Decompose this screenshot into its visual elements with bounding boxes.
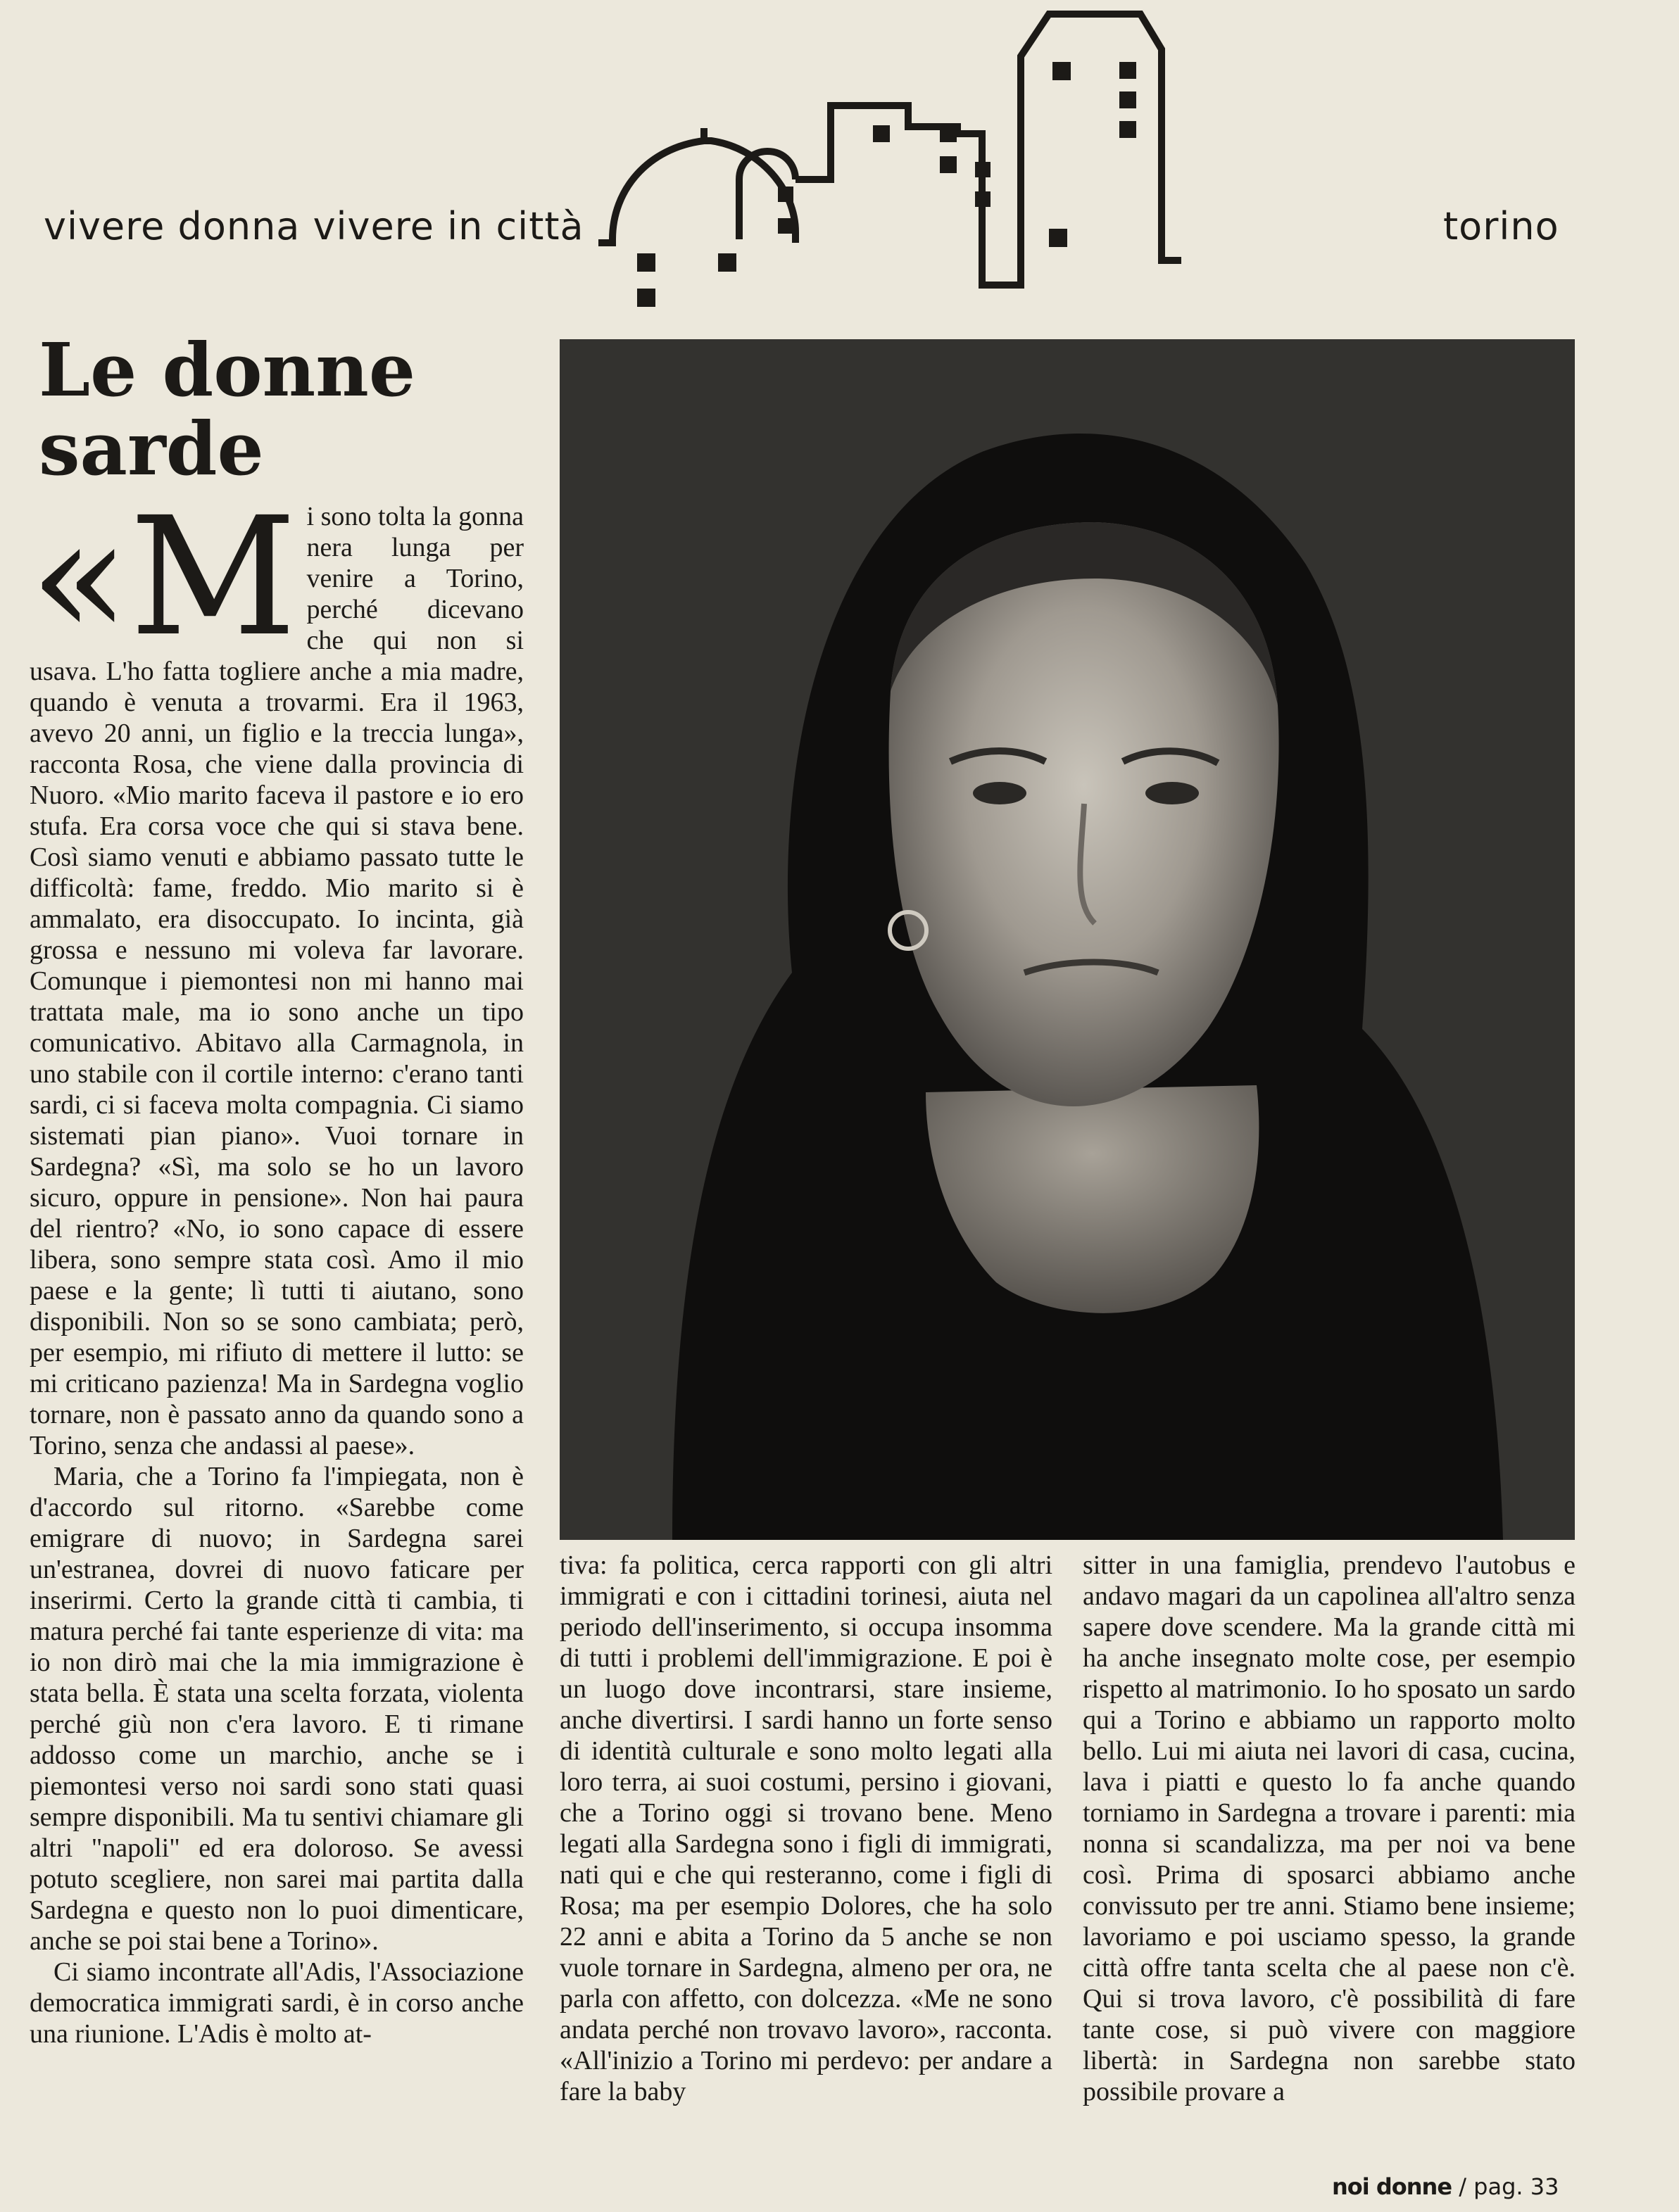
article-column-2	[560, 1550, 1052, 2107]
paragraph-adis: Ci siamo incontrate all'Adis, l'Associazione democratica immigrati sardi, è in corso anche una riunione. L'Adis è molto at-	[30, 1957, 524, 2049]
portrait-photo	[560, 339, 1575, 1540]
paragraph-rosa	[30, 482, 524, 1461]
page-number: 33	[1530, 2173, 1559, 2200]
skyline-windows	[637, 62, 1136, 307]
article-title: Le donne sarde	[39, 327, 415, 492]
page-footer	[1332, 2173, 1559, 2200]
paragraph-dolores-continued: sitter in una famiglia, prendevo l'autobus e andavo magari da un capolinea all'altro senza sapere dove scendere. Ma la grande città mi ha anche insegnato molte cose, per esempio rispetto al matrimonio. Io ho sposato un sardo qui a Torino e abbiamo un rapporto molto bello. Lui mi aiuta nei lavori di casa, cucina, lava i piatti e questo lo fa anche quando torniamo in Sardegna a trovare i parenti: mia nonna si scandalizza, ma per noi va bene così. Prima di sposarci abbiamo anche convissuto per tre anni. Stiamo bene insieme; lavoriamo e poi usciamo spesso, la grande città offre tanta scelta che al paese non c'è. Qui si trova lavoro, c'è possibilità di fare tante cose, si può vivere con maggiore libertà: in Sardegna non sarebbe stato possibile provare a	[1083, 1550, 1576, 2106]
page-label: pag.	[1473, 2173, 1523, 2200]
city-skyline-illustration	[598, 0, 1443, 324]
paragraph-rosa-text: i sono tolta la gonna nera lunga per venire a Torino, perché dicevano che qui non si usava. L'ho fatta togliere anche a mia madre, quando è venuta a trovarmi. Era il 1963, avevo 20 anni, un figlio e la treccia lunga», racconta Rosa, che viene dalla provincia di Nuoro. «Mio marito faceva il pastore e io ero stufa. Era corsa voce che qui si stava bene. Così siamo venuti e abbiamo passato tutte le difficoltà: fame, freddo. Mio marito si è ammalato, era disoccupato. Io incinta, già grossa e nessuno mi voleva far lavorare. Comunque i piemontesi non mi hanno mai trattata male, ma io sono anche un tipo comunicativo. Abitavo alla Carmagnola, in uno stabile con il cortile interno: c'erano tanti sardi, ci si faceva molta compagnia. Ci siamo sistemati pian piano». Vuoi tornare in Sardegna? «Sì, ma solo se ho un lavoro sicuro, oppure in pensione». Non hai paura del rientro? «No, io sono capace di essere libera, sono sempre stata così. Amo il mio paese e la gente; lì tutti ti aiutano, sono disponibili. Non so se sono cambiata; però, per esempio, mi rifiuto di mettere il lutto: se mi criticano pazienza! Ma in Sardegna voglio tornare, non è passato anno da quando sono a Torino, senza che andassi al paese».	[30, 502, 524, 1460]
footer-separator: /	[1459, 2173, 1466, 2200]
drop-cap: «M	[30, 482, 297, 672]
portrait-photo-image	[560, 339, 1575, 1540]
city-label: torino	[1443, 204, 1559, 248]
section-title: vivere donna vivere in città	[44, 204, 584, 248]
paragraph-adis-continued: tiva: fa politica, cerca rapporti con gli altri immigrati e con i cittadini torinesi, aiuta nel periodo dell'inserimento, si occupa insomma di tutti i problemi dell'immigrazione. E poi è un luogo dove incontrarsi, stare insieme, anche divertirsi. I sardi hanno un forte senso di identità culturale e sono molto legati alla loro terra, ai suoi costumi, persino i giovani, che a Torino oggi si trovano bene. Meno legati alla Sardegna sono i figli di immigrati, nati qui e che qui resteranno, come i figli di Rosa; ma per esempio Dolores, che ha solo 22 anni e abita a Torino da 5 anche se non vuole tornare in Sardegna, almeno per ora, ne parla con affetto, con dolcezza. «Me ne sono andata perché non trovavo lavoro», racconta. «All'inizio a Torino mi perdevo: per andare a fare la baby	[560, 1550, 1052, 2106]
magazine-brand: noi donne	[1332, 2173, 1452, 2200]
article-column-3	[1083, 1550, 1576, 2107]
paragraph-maria: Maria, che a Torino fa l'impiegata, non è d'accordo sul ritorno. «Sarebbe come emigrare di nuovo; in Sardegna sarei un'estranea, dovrei di nuovo faticare per inserirmi. Certo la grande città ti cambia, ti matura perché fai tante esperienze di vita: ma io non dirò mai che la mia immigrazione è stata bella. È stata una scelta forzata, violenta perché giù non c'era lavoro. E ti rimane addosso come un marchio, anche se i piemontesi verso noi sardi sono stati quasi sempre disponibili. Ma tu sentivi chiamare gli altri "napoli" ed era doloroso. Se avessi potuto scegliere, non sarei mai partita dalla Sardegna e questo non lo puoi dimenticare, anche se poi stai bene a Torino».	[30, 1462, 524, 1956]
article-column-1	[30, 482, 524, 2049]
